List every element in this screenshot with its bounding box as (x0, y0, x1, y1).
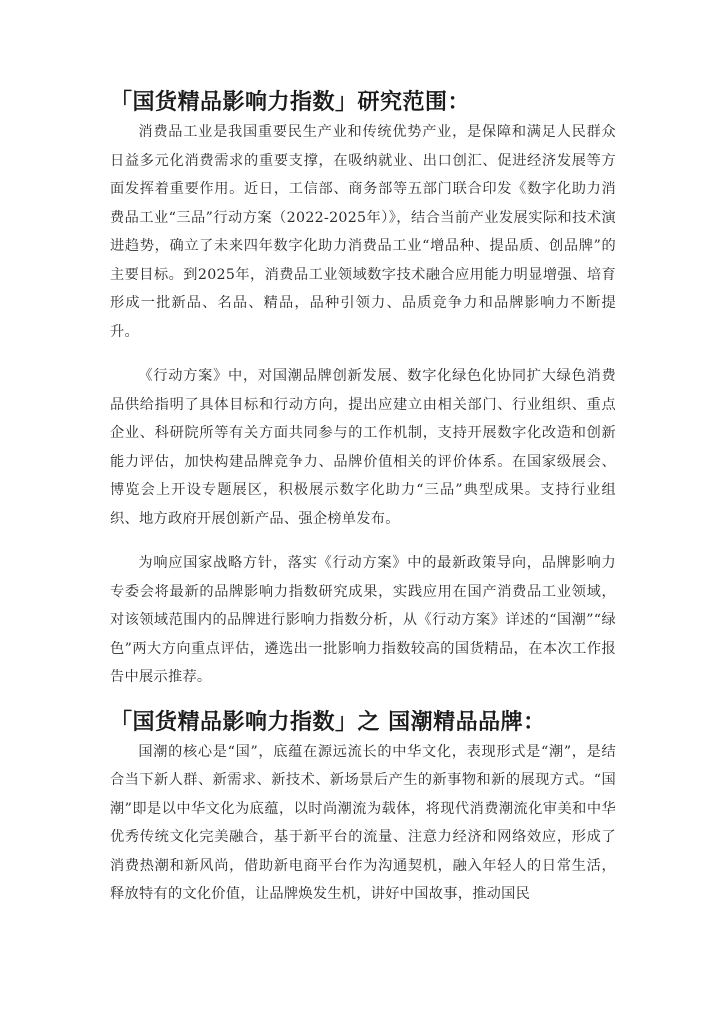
paragraph: 为响应国家战略方针，落实《行动方案》中的最新政策导向，品牌影响力专委会将最新的品牌影响力指数研究成果，实践应用在国产消费品工业领域，对该领域范围内的品牌进行影响力指数分析，从《行动方案》详述的“国潮”“绿色”两大方向重点评估，遴选出一批影响力指数较高的国货精品，在本次工作报告中展示推荐。 (110, 555, 616, 685)
paragraph: 国潮的核心是“国”，底蕴在源远流长的中华文化，表现形式是“潮”，是结合当下新人群、新需求、新技术、新场景后产生的新事物和新的展现方式。“国潮”即是以中华文化为底蕴，以时尚潮流为载体，将现代消费潮流化审美和中华优秀传统文化完美融合，基于新平台的流量、注意力经济和网络效应，形成了消费热潮和新风尚，借助新电商平台作为沟通契机，融入年轻人的日常生活，释放特有的文化价值，让品牌焕发生机，讲好中国故事，推动国民 (110, 743, 616, 902)
section-heading-guochao-brands: 「国货精品影响力指数」之 国潮精品品牌： (110, 709, 546, 735)
paragraph: 《行动方案》中，对国潮品牌创新发展、数字化绿色化协同扩大绿色消费品供给指明了具体目标和行动方向，提出应建立由相关部门、行业组织、重点企业、科研院所等有关方面共同参与的工作机制，支持开展数字化改造和创新能力评估，加快构建品牌竞争力、品牌价值相关的评价体系。在国家级展会、博览会上开设专题展区，积极展示数字化助力“三品”典型成果。支持行业组织、地方政府开展创新产品、强企榜单发布。 (110, 368, 616, 527)
paragraph: 消费品工业是我国重要民生产业和传统优势产业，是保障和满足人民群众日益多元化消费需求的重要支撑，在吸纳就业、出口创汇、促进经济发展等方面发挥着重要作用。近日，工信部、商务部等五部门联合印发《数字化助力消费品工业“三品”行动方案（2022-2025年）》，结合当前产业发展实际和技术演进趋势，确立了未来四年数字化助力消费品工业“增品种、提品质、创品牌”的主要目标。到2025年，消费品工业领域数字技术融合应用能力明显增强、培育形成一批新品、名品、精品，品种引领力、品质竞争力和品牌影响力不断提升。 (110, 124, 616, 340)
section-heading-research-scope: 「国货精品影响力指数」研究范围： (110, 90, 471, 115)
